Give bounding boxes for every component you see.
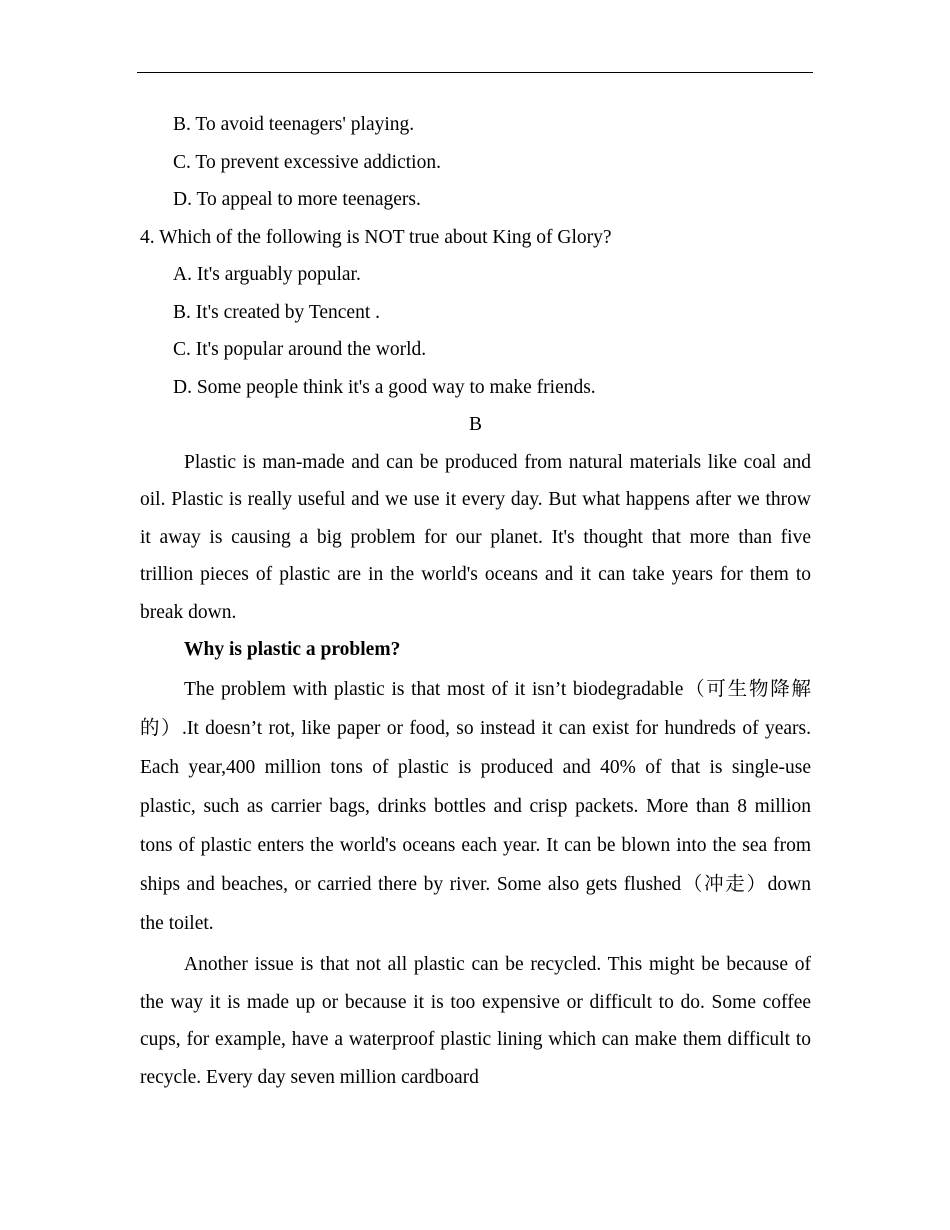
question4 bbox=[140, 223, 811, 411]
passage-paragraph-1: Plastic is man-made and can be produced from natural materials like coal and oil. Plastic is really useful and we use it every day. But what happens after we throw it away is causing a big problem for our planet. It's thought that more than five trillion pieces of plastic are in the world's oceans and it can take years for them to break down. bbox=[140, 451, 811, 623]
passage-heading: Why is plastic a problem? bbox=[184, 639, 401, 660]
question3-option-b: B. To avoid teenagers' playing. bbox=[173, 114, 415, 135]
header-rule bbox=[137, 72, 813, 73]
passage-paragraph-2: The problem with plastic is that most of it isn’t biodegradable（可生物降解的）.It doesn’t rot, like paper or food, so instead it can exist for hundreds of years. Each year,400 million tons of plastic is produced and 40% of that is single-use plastic, such as carrier bags, drinks bottles and crisp packets. More than 8 million tons of plastic enters the world's oceans each year. It can be blown into the sea from ships and beaches, or carried there by river. Some also gets flushed（冲走）down the toilet. bbox=[140, 679, 811, 934]
page-content bbox=[140, 110, 811, 1096]
question3-option-d: D. To appeal to more teenagers. bbox=[173, 189, 421, 210]
section-letter: B bbox=[468, 414, 482, 435]
question4-option-b: B. It's created by Tencent . bbox=[173, 301, 381, 323]
passage-b bbox=[140, 410, 811, 1096]
question3-option-c: C. To prevent excessive addiction. bbox=[173, 151, 441, 173]
question4-option-a: A. It's arguably popular. bbox=[173, 264, 361, 285]
question4-stem: 4. Which of the following is NOT true about King of Glory? bbox=[140, 226, 612, 248]
question3-options bbox=[140, 110, 811, 223]
question4-option-d: D. Some people think it's a good way to make friends. bbox=[173, 376, 596, 398]
question4-option-c: C. It's popular around the world. bbox=[173, 339, 427, 360]
passage-paragraph-3: Another issue is that not all plastic can be recycled. This might be because of the way it is made up or because it is too expensive or difficult to do. Some coffee cups, for example, have a waterproof plastic lining which can make them difficult to recycle. Every day seven million cardboard bbox=[140, 954, 811, 1088]
